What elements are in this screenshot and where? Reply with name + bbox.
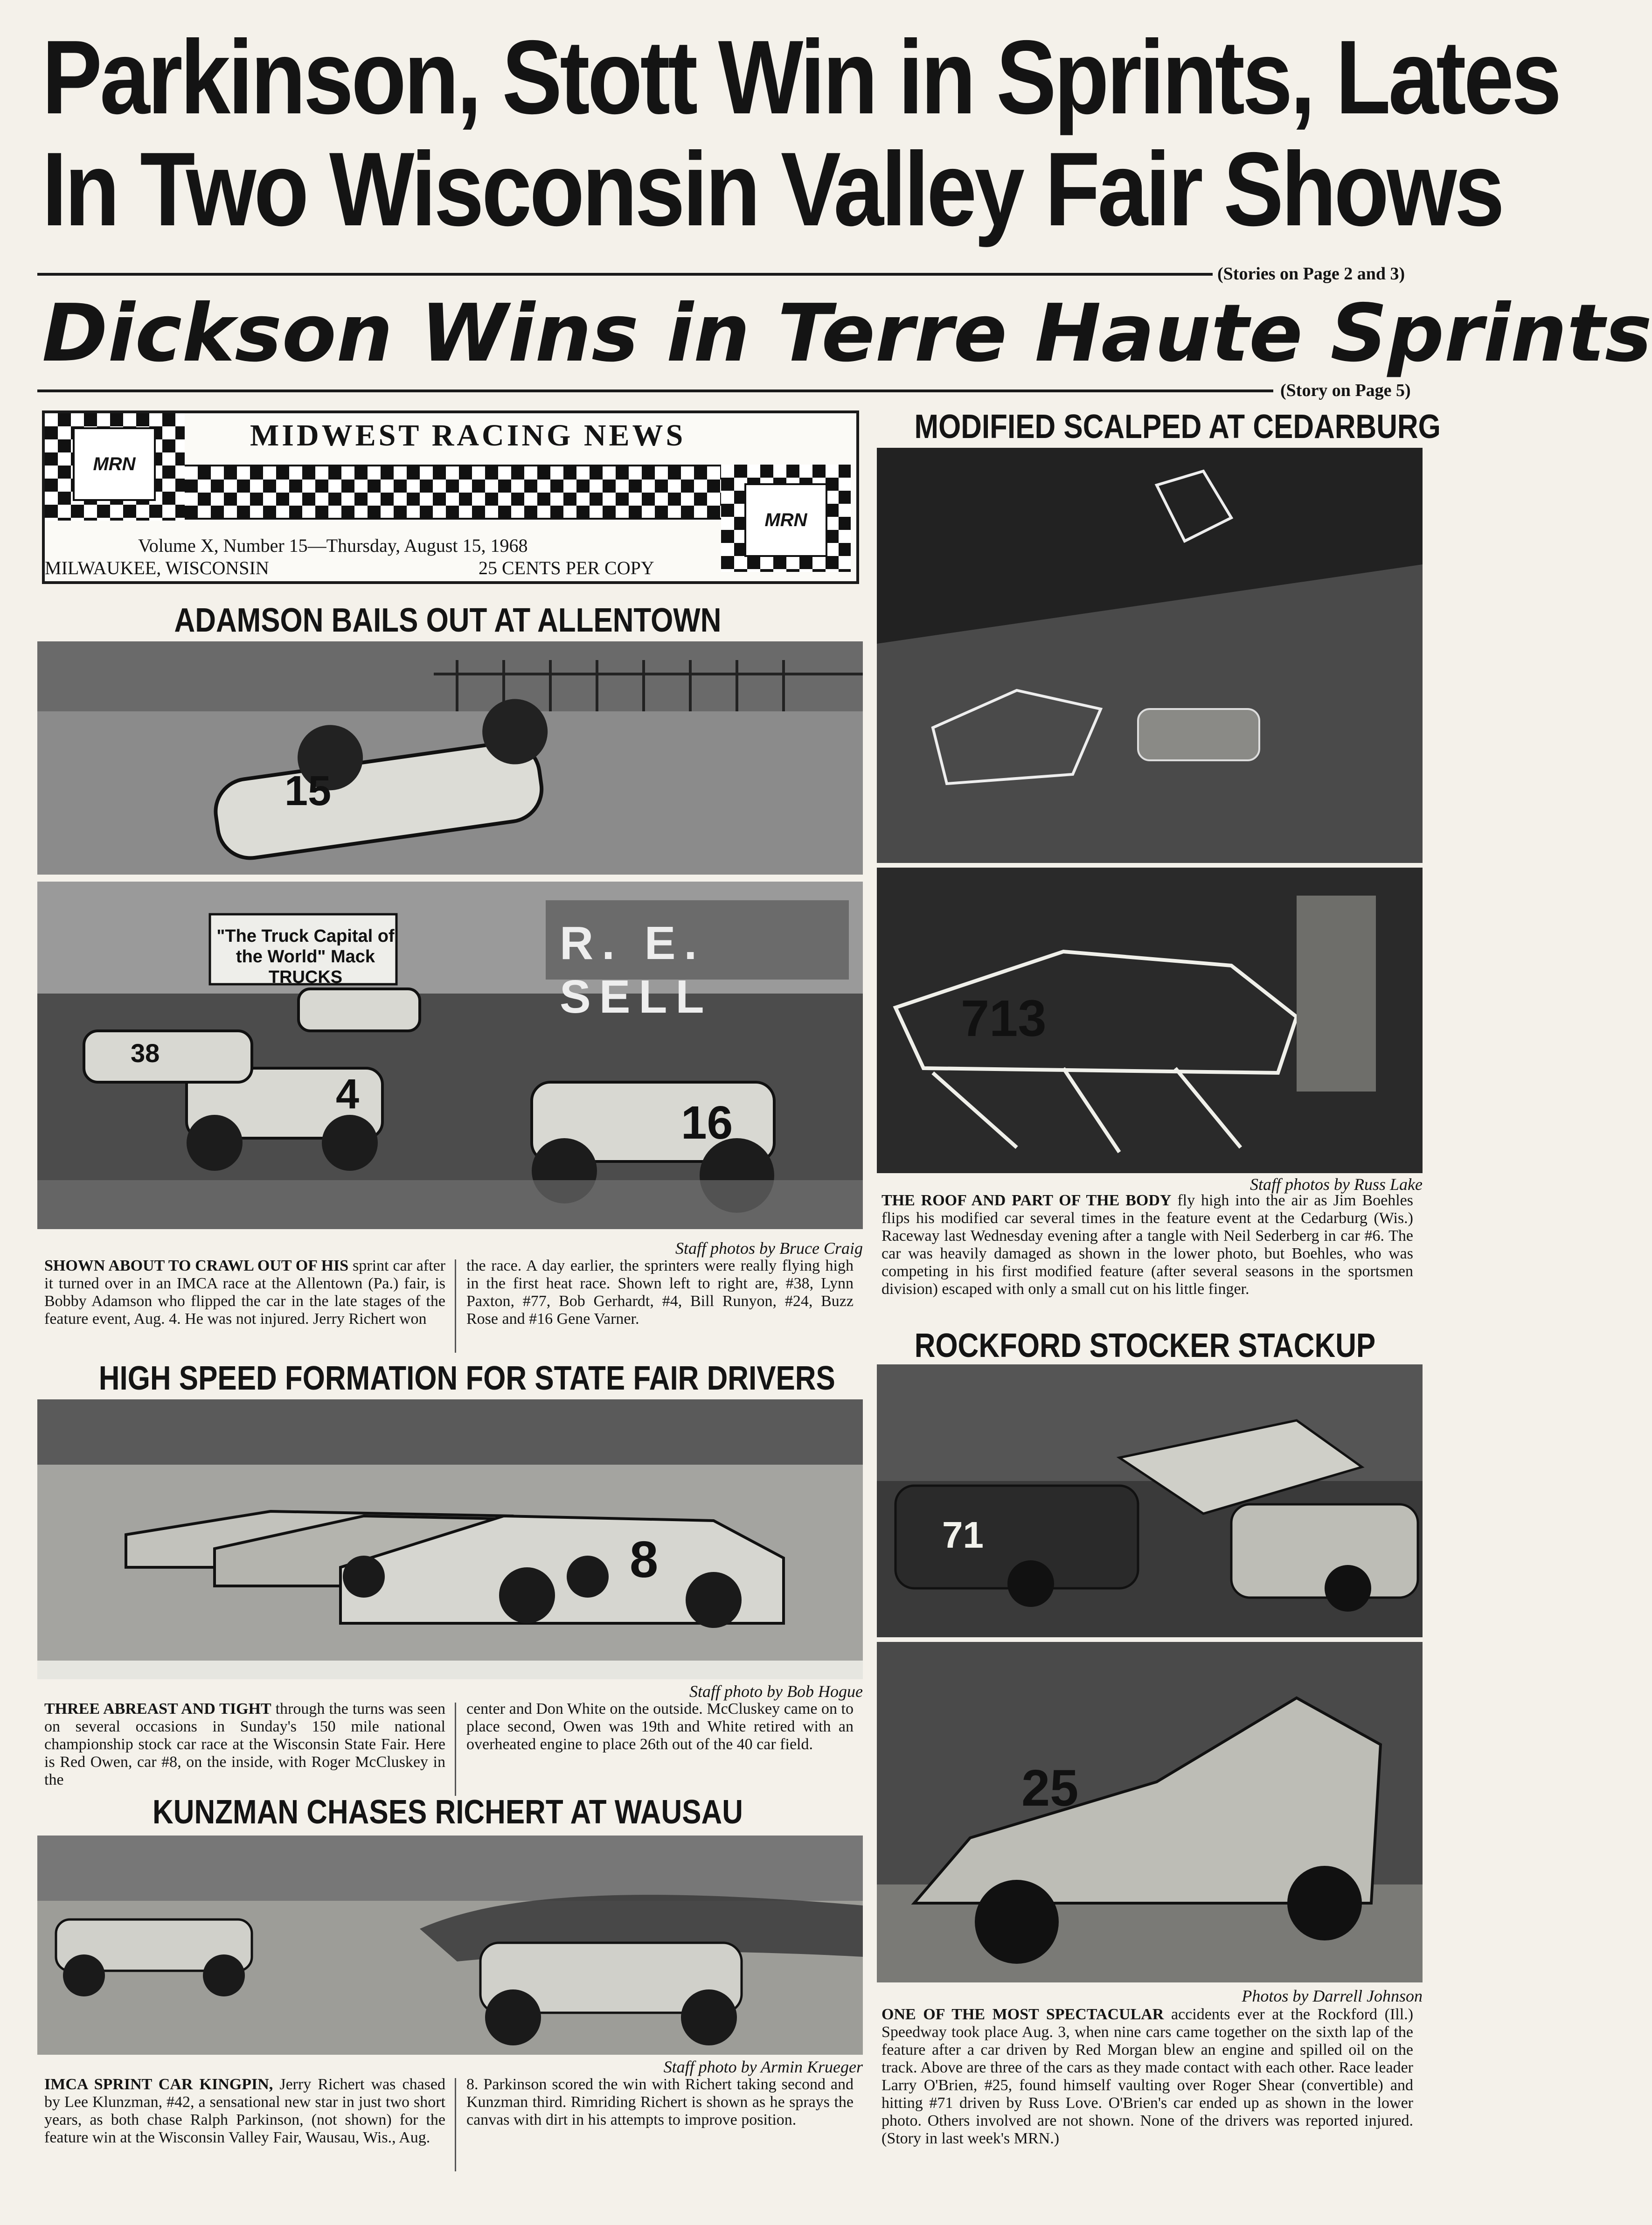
photo-adamson-flip (37, 641, 863, 875)
checkered-band (185, 465, 768, 520)
photo-credit: Staff photos by Bruce Craig (675, 1239, 863, 1258)
caption-lead: THREE ABREAST AND TIGHT (44, 1700, 271, 1717)
caption-state-fair-col1 (44, 1700, 445, 1789)
subheadline: Dickson Wins in Terre Haute Sprints (42, 287, 1652, 380)
caption-lead: ONE OF THE MOST SPECTACULAR (882, 2006, 1164, 2023)
caption-text: through the turns was seen on several occasions in Sunday's 150 mile national championship stock car race at the Wisconsin State Fair. Here is Red Owen, car #8, on the inside, with Roger McCluskey in the (44, 1700, 446, 1788)
headline-line-2: In Two Wisconsin Valley Fair Shows (42, 130, 1502, 248)
car-number: 16 (681, 1097, 733, 1149)
caption-lead: THE ROOF AND PART OF THE BODY (882, 1192, 1172, 1209)
photo-cedarburg-flip (877, 448, 1423, 863)
caption-state-fair-col2: center and Don White on the outside. McCluskey came on to place second, Owen was 19th and White retired with an overheated engine to place 26th out of the 40 car field. (466, 1700, 854, 1753)
caption-text: sprint car after it turned over in an IMCA race at the Allentown (Pa.) fair, is Bobby Adamson who flipped the car in the late stages of the feature event, Aug. 4. He was not injured. Jerry Richert won (44, 1257, 446, 1328)
caption-rockford (882, 2006, 1413, 2148)
volume-info: Volume X, Number 15—Thursday, August 15, 1968 (138, 535, 528, 556)
car-number: 25 (1021, 1759, 1079, 1817)
car-number: 71 (942, 1514, 984, 1556)
masthead (42, 410, 859, 584)
caption-wausau-col1 (44, 2076, 445, 2147)
dateline-city: MILWAUKEE, WISCONSIN (45, 557, 269, 578)
caption-lead: IMCA SPRINT CAR KINGPIN, (44, 2076, 273, 2093)
section-title-cedarburg: MODIFIED SCALPED AT CEDARBURG (914, 408, 1441, 445)
story-reference: (Story on Page 5) (1280, 381, 1411, 400)
caption-text: fly high into the air as Jim Boehles flips his modified car several times in the feature event at the Cedarburg (Wis.) Raceway last Wednesday evening after a tangle with Neil Sederberg in car #6. The car was heavily damaged as shown in the lower photo, but Boehles, who was competing in his first modified feature (after several seasons in the sportsmen division) escaped with only a small cut on his little finger. (882, 1192, 1413, 1298)
price: 25 CENTS PER COPY (479, 557, 654, 578)
section-title-wausau: KUNZMAN CHASES RICHERT AT WAUSAU (153, 1794, 743, 1831)
caption-adamson-col2: the race. A day earlier, the sprinters were really flying high in the first heat race. Shown left to right are, #38, Lynn Paxton, #77, Bob Gerhardt, #4, Bill Runyon, #24, Buzz Rose and #16 Gene Varner. (466, 1257, 854, 1328)
photo-credit: Staff photo by Armin Krueger (663, 2058, 863, 2076)
car-number: 8 (630, 1531, 659, 1588)
photo-credit: Staff photos by Russ Lake (1250, 1175, 1423, 1194)
photo-rockford-wreck (877, 1642, 1423, 1982)
mrn-logo-icon: MRN (744, 483, 827, 557)
column-rule (455, 1703, 456, 1796)
divider-rule (37, 389, 1273, 392)
section-title-rockford: ROCKFORD STOCKER STACKUP (914, 1327, 1376, 1364)
photo-state-fair (37, 1399, 863, 1679)
section-title-adamson: ADAMSON BAILS OUT AT ALLENTOWN (174, 602, 722, 639)
caption-cedarburg (882, 1192, 1413, 1298)
sign-re-sell: R. E. SELL (560, 917, 713, 1023)
caption-lead: SHOWN ABOUT TO CRAWL OUT OF HIS (44, 1257, 349, 1274)
photo-credit: Photos by Darrell Johnson (1242, 1987, 1423, 2005)
column-rule (455, 1259, 456, 1353)
photo-credit: Staff photo by Bob Hogue (689, 1682, 863, 1701)
caption-text: accidents ever at the Rockford (Ill.) Speedway took place Aug. 3, when nine cars came together on the sixth lap of the feature after a car driven by Red Morgan blew an engine and spilled oil on the track. Above are three of the cars as they made contact with each other. Race leader Larry O'Brien, #25, found himself vaulting over Roger Shear (convertible) and hitting #71 driven by Russ Love. O'Brien's car ended up as shown in the lower photo. Others involved are not shown. None of the drivers was reported injured. (Story in last week's MRN.) (882, 2006, 1414, 2147)
masthead-title: MIDWEST RACING NEWS (250, 418, 686, 452)
section-title-state-fair: HIGH SPEED FORMATION FOR STATE FAIR DRIVERS (98, 1360, 835, 1397)
car-number: 713 (961, 990, 1047, 1047)
sign-mack-trucks: "The Truck Capital of the World" Mack TRUCKS (216, 926, 395, 987)
caption-wausau-col2: 8. Parkinson scored the win with Richert taking second and Kunzman third. Rimriding Richert is shown as he sprays the canvas with dirt in his attempts to improve position. (466, 2076, 854, 2128)
column-rule (455, 2078, 456, 2171)
caption-text: Jerry Richert was chased by Lee Klunzman, #42, a sensational new star in just two short years, as both chase Ralph Parkinson, (not shown) for the feature win at the Wisconsin Valley Fair, Wausau, Wis., Aug. (44, 2076, 445, 2146)
photo-cedarburg-wreck (877, 868, 1423, 1173)
mrn-logo-icon: MRN (73, 427, 156, 501)
divider-rule (37, 273, 1213, 276)
photo-rockford-contact (877, 1364, 1423, 1637)
headline-line-1: Parkinson, Stott Win in Sprints, Lates (42, 18, 1560, 136)
caption-adamson-col1 (44, 1257, 445, 1328)
photo-wausau (37, 1836, 863, 2055)
car-number: 38 (131, 1038, 160, 1068)
story-reference: (Stories on Page 2 and 3) (1217, 264, 1405, 284)
car-number: 15 (285, 768, 332, 814)
car-number: 4 (336, 1071, 360, 1118)
photo-sprint-heat (37, 882, 863, 1229)
